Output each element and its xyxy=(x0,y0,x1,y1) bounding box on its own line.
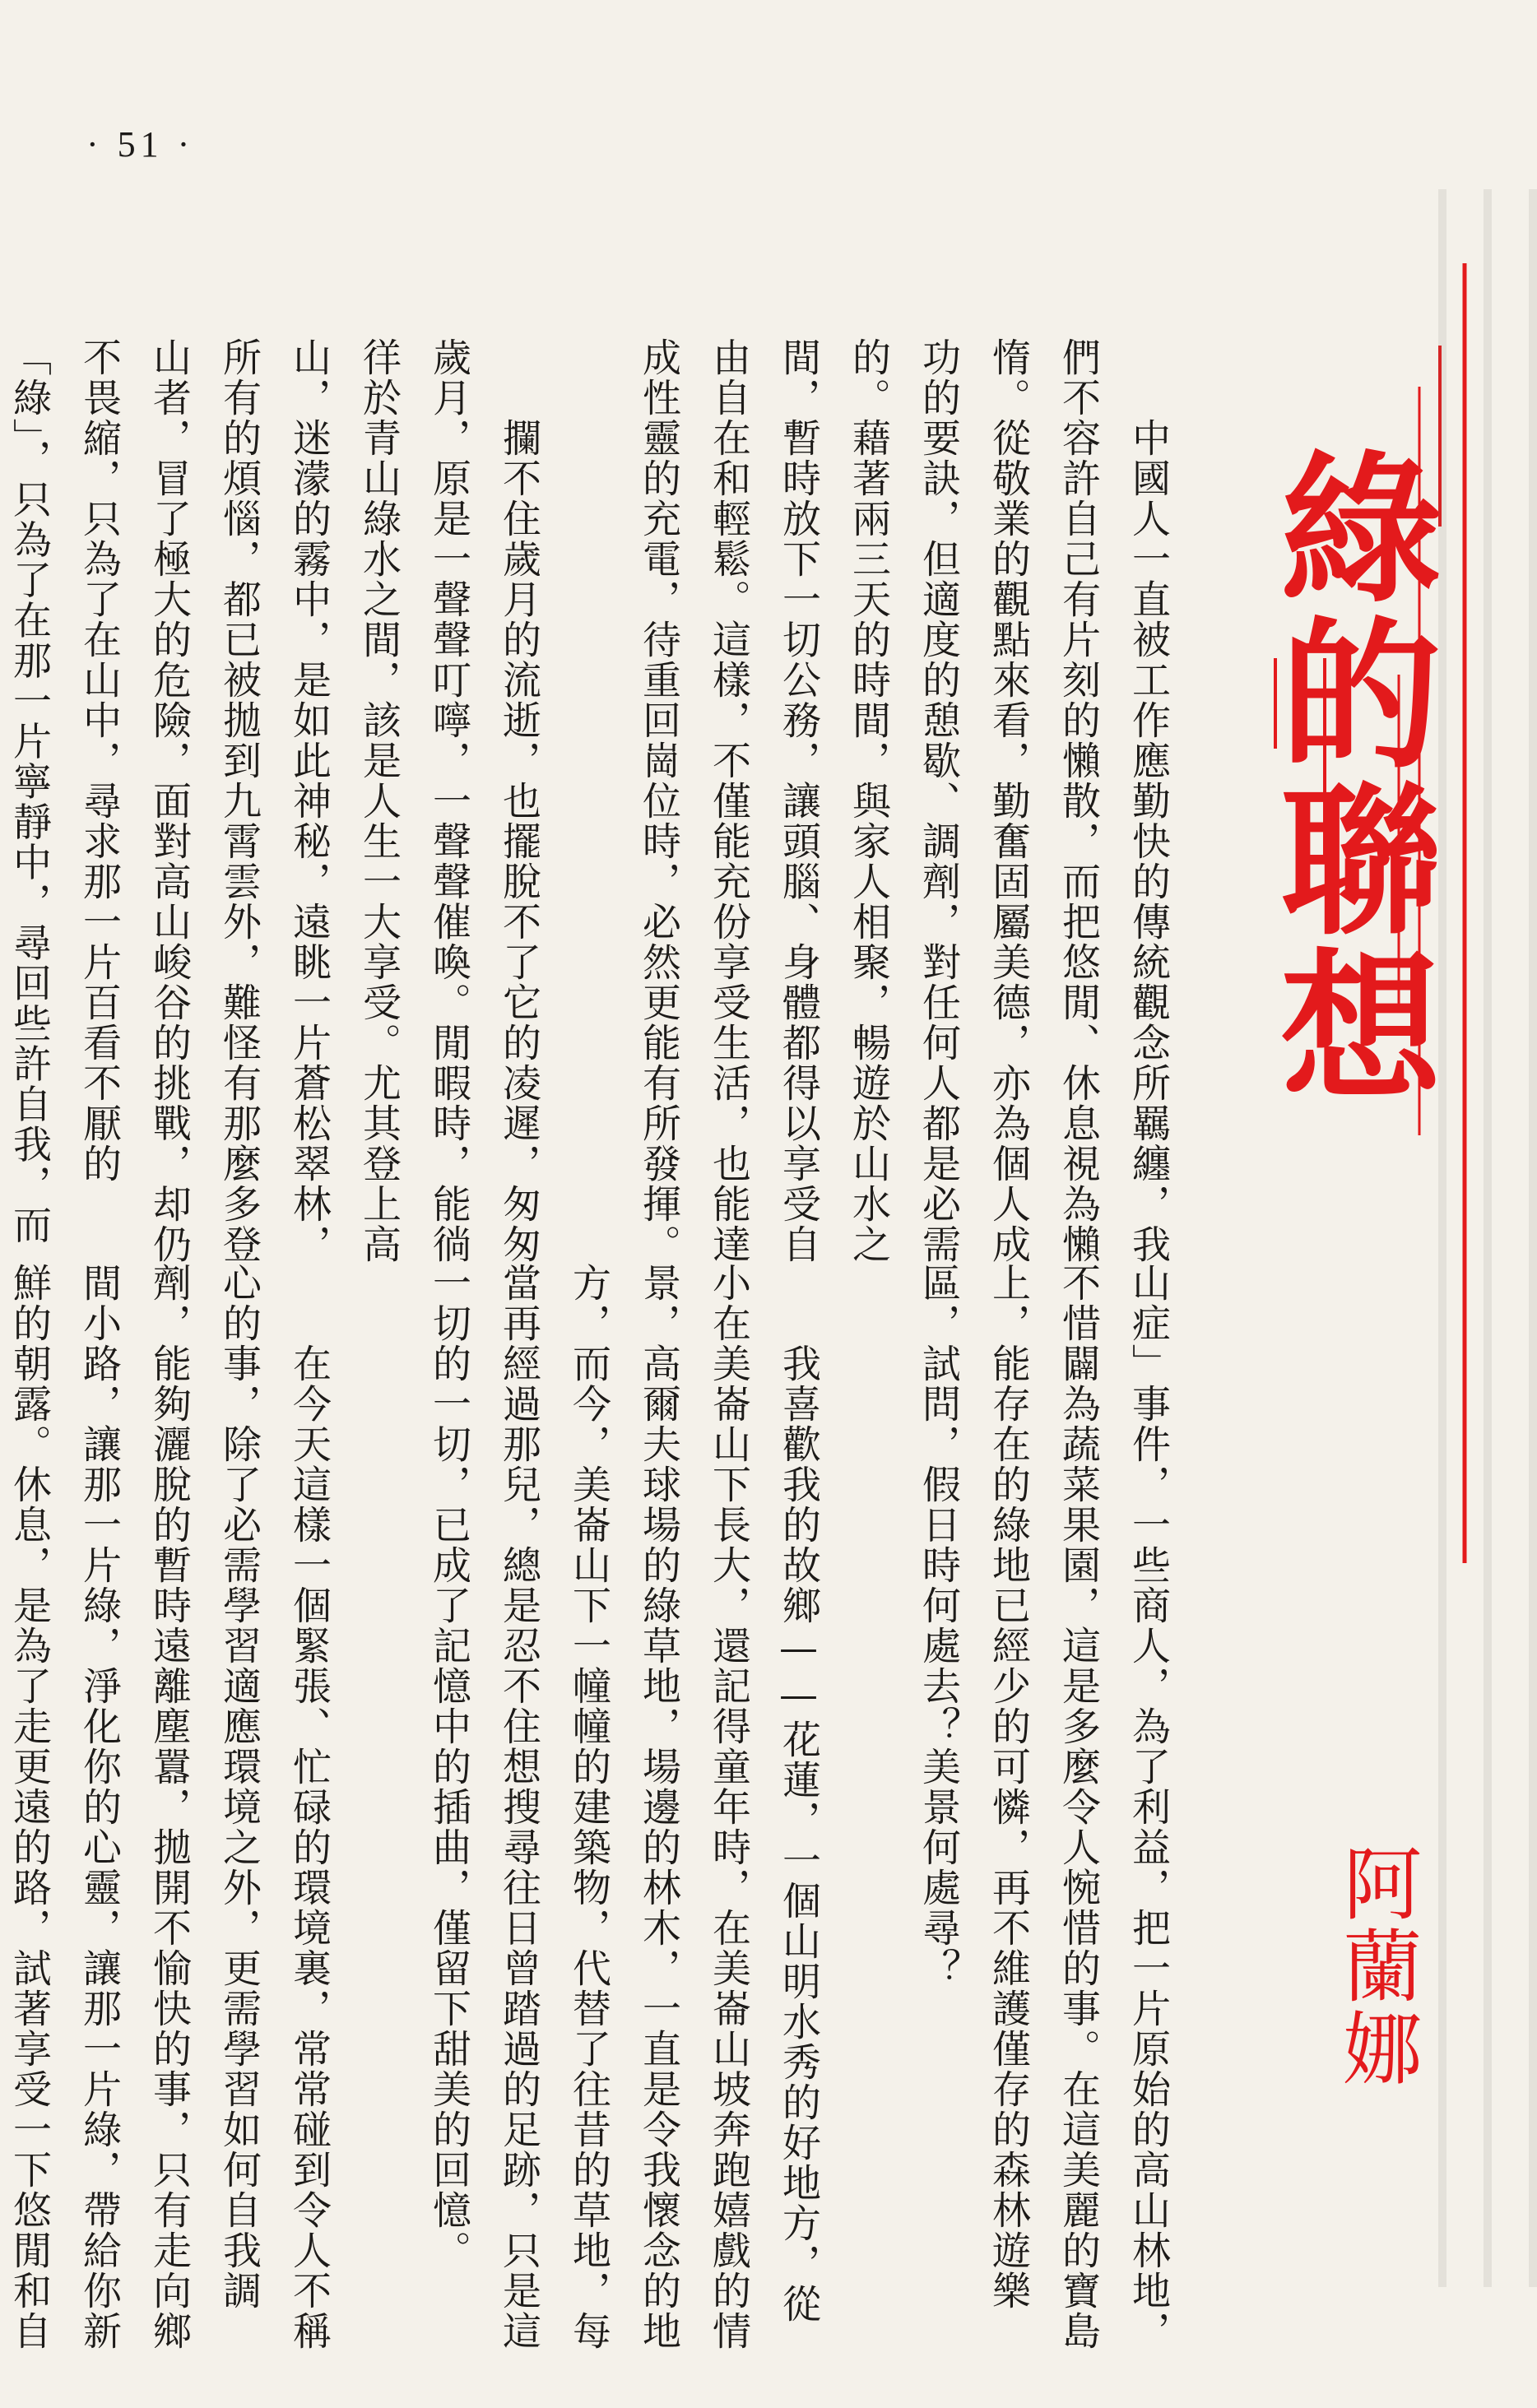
article-title: 綠的聯想 xyxy=(1253,444,1442,1109)
paragraph: 中國人一直被工作應勤快的傳統觀念所羈纏，我們不容許自己有片刻的懶散，而把悠閒、休息視為懶惰。從敬業的觀點來看，勤奮固屬美德，亦為個人成功的要訣，但適度的憩歇、調劑，對任何人都是必需的。藉著兩三天的時間，與家人相聚，暢遊於山水之間，暫時放下一切公務，讓頭腦、身體都得以享受自由自在和輕鬆。這樣，不僅能充份享受生活，也能達成性靈的充電，待重回崗位時，必然更能有所發揮。 xyxy=(636,337,1171,1264)
paragraph: 在今天這樣一個緊張、忙碌的環境裏，常常碰到令人不稱心的事，除了必需學習適應環境之外，更需學習如何自我調劑，能夠灑脫的暫時遠離塵囂，拋開不愉快的事，只有走向鄉間小路，讓那一片綠，淨化你的心靈，讓那一片綠，帶給你新鮮的朝露。休息，是為了走更遠的路，試著享受一下悠閒和自 xyxy=(7,1263,332,2351)
upper-text-block xyxy=(7,337,1253,1267)
bleed-through-text xyxy=(1414,189,1537,2287)
paragraph: 攔不住歲月的流逝，也擺脫不了它的凌遲，匆匆歲月，原是一聲聲叮嚀，一聲聲催喚。閒暇時，能徜徉於青山綠水之間，該是人生一大享受。尤其登上高山，迷濛的霧中，是如此神秘，遠眺一片蒼松翠林，所有的煩惱，都已被拋到九霄雲外，難怪有那麼多登山者，冒了極大的危險，面對高山峻谷的挑戰，却仍不畏縮，只為了在山中，尋求那一片百看不厭的「綠」，只為了在那一片寧靜中，尋回些許自我，而 xyxy=(7,337,541,1264)
paragraph: 我喜歡我的故鄉——花蓮，一個山明水秀的好地方，從小在美崙山下長大，還記得童年時，在美崙山坡奔跑嬉戲的情景，高爾夫球場的綠草地，場邊的林木，一直是令我懷念的地方，而今，美崙山下一幢幢的建築物，代替了往昔的草地，每當再經過那兒，總是忍不住想搜尋往日曾踏過的足跡，只是這一切的一切，已成了記憶中的插曲，僅留下甜美的回憶。 xyxy=(426,1263,821,2351)
article-author: 阿蘭娜 xyxy=(1330,1843,1423,2090)
paragraph: 山症」事件，一些商人，為了利益，把一片原始的高山林地，不惜闢為蔬菜果園，這是多麼令人惋惜的事。在這美麗的寶島上，能存在的綠地已經少的可憐，再不維護僅存的森林遊樂區，試問，假日時何處去？美景何處尋？ xyxy=(916,1263,1171,2351)
page-number: · 51 · xyxy=(86,124,195,165)
lower-text-block xyxy=(7,1263,1253,2357)
